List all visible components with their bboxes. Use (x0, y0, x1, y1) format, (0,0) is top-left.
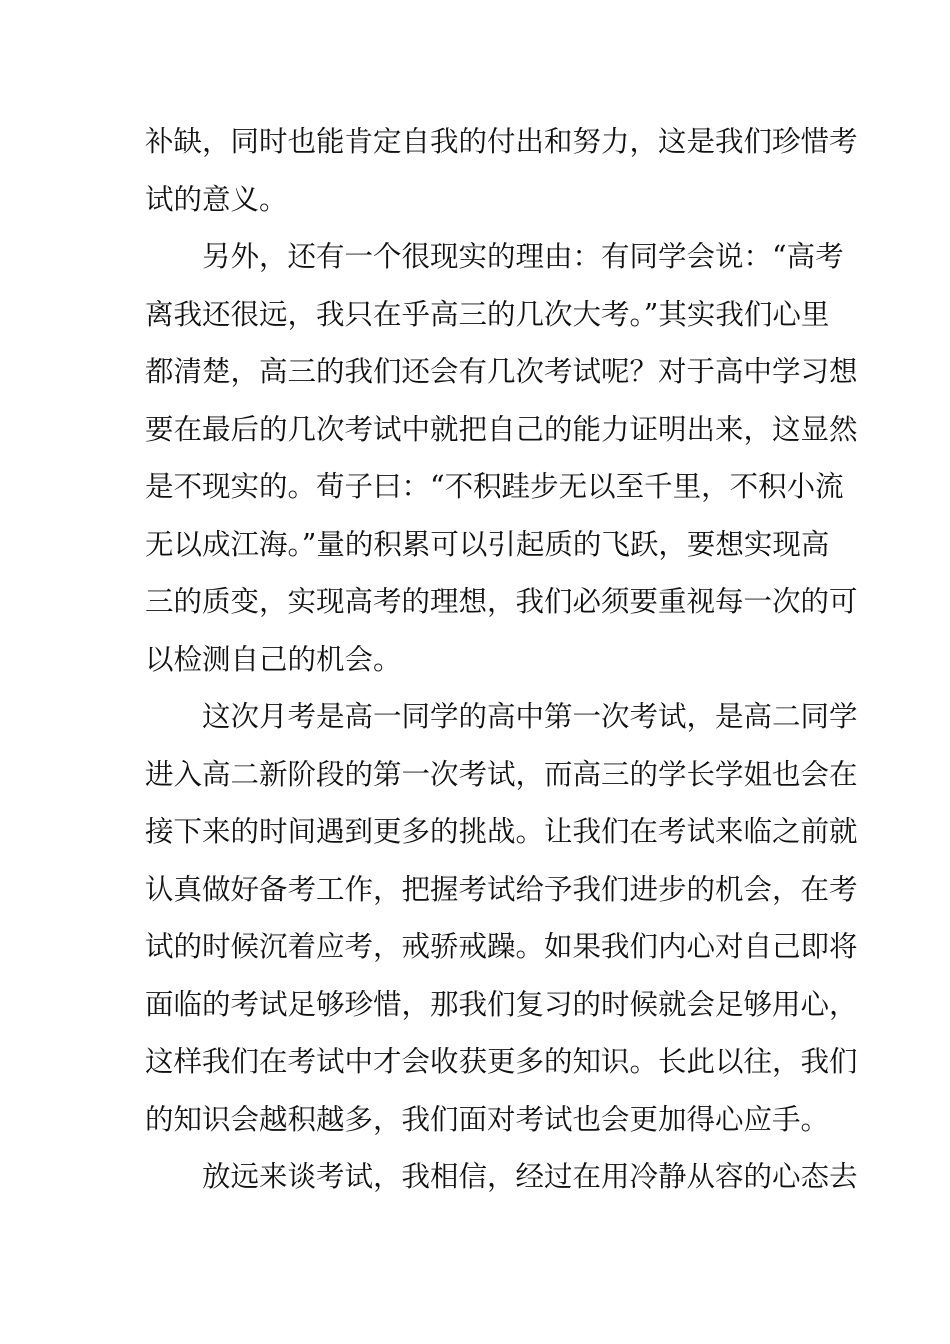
text-line: 进入高二新阶段的第一次考试，而高三的学长学姐也会在 (145, 757, 858, 791)
text-line: 试的意义。 (145, 182, 288, 216)
text-line: 无以成江海。”量的积累可以引起质的飞跃，要想实现高 (145, 527, 830, 561)
text-line: 的知识会越积越多，我们面对考试也会更加得心应手。 (145, 1102, 830, 1136)
text-line: 接下来的时间遇到更多的挑战。让我们在考试来临之前就 (145, 815, 858, 848)
text-line: 离我还很远，我只在乎高三的几次大考。”其实我们心里 (145, 297, 830, 331)
text-line: 这样我们在考试中才会收获更多的知识。长此以往，我们 (145, 1045, 858, 1078)
text-line: 试的时候沉着应考，戒骄戒躁。如果我们内心对自己即将 (145, 930, 858, 963)
paragraph-4 (145, 1148, 858, 1206)
text-line: 这次月考是高一同学的高中第一次考试，是高二同学 (202, 700, 858, 733)
paragraph-3 (145, 688, 858, 1148)
text-line: 以检测自己的机会。 (145, 642, 402, 676)
text-line: 认真做好备考工作，把握考试给予我们进步的机会，在考 (145, 872, 858, 906)
text-line: 面临的考试足够珍惜，那我们复习的时候就会足够用心， (145, 987, 858, 1021)
text-line: 都清楚，高三的我们还会有几次考试呢？对于高中学习想 (145, 355, 858, 388)
text-line: 是不现实的。荀子曰：“不积跬步无以至千里，不积小流 (145, 470, 844, 503)
paragraph-1 (145, 113, 858, 228)
text-line: 放远来谈考试，我相信，经过在用冷静从容的心态去 (202, 1160, 858, 1193)
paragraph-2 (145, 228, 858, 688)
text-line: 要在最后的几次考试中就把自己的能力证明出来，这显然 (145, 412, 858, 446)
text-line: 另外，还有一个很现实的理由：有同学会说：“高考 (202, 240, 844, 273)
text-line: 三的质变，实现高考的理想，我们必须要重视每一次的可 (145, 585, 858, 618)
text-line: 补缺，同时也能肯定自我的付出和努力，这是我们珍惜考 (145, 125, 858, 158)
document-body (145, 113, 858, 1206)
